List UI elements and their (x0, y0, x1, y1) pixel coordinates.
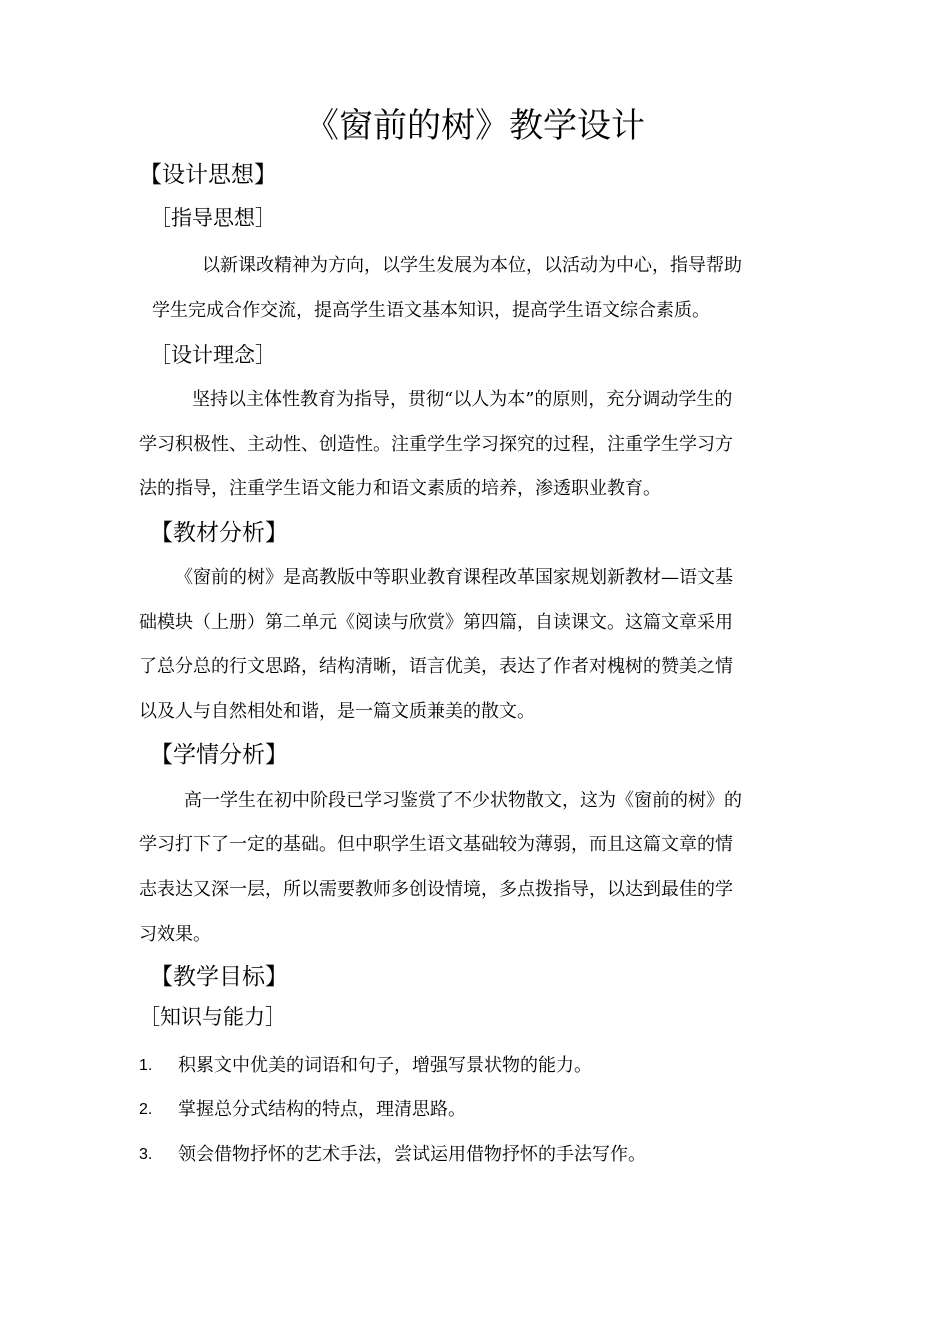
list-item-text: 掌握总分式结构的特点，理清思路。 (178, 1099, 466, 1120)
list-item-number: 2. (139, 1101, 153, 1118)
list-item-text: 积累文中优美的词语和句子，增强写景状物的能力。 (178, 1055, 592, 1076)
paragraph-line: 习效果。 (139, 924, 211, 945)
paragraph-line: 学习积极性、主动性、创造性。注重学生学习探究的过程，注重学生学习方 (139, 434, 733, 455)
subheading-design-concept: ［设计理念］ (150, 343, 276, 367)
heading-textbook-analysis: 【教材分析】 (150, 520, 288, 546)
list-item-number: 1. (139, 1057, 153, 1074)
subheading-knowledge-ability: ［知识与能力］ (139, 1005, 286, 1029)
subheading-guiding-idea: ［指导思想］ (150, 206, 276, 230)
paragraph-line: 高一学生在初中阶段已学习鉴赏了不少状物散文，这为《窗前的树》的 (184, 790, 742, 811)
paragraph-line: 《窗前的树》是高教版中等职业教育课程改革国家规划新教材—语文基 (175, 567, 733, 588)
paragraph-line: 以新课改精神为方向，以学生发展为本位，以活动为中心，指导帮助 (202, 255, 742, 276)
heading-teaching-goals: 【教学目标】 (150, 964, 288, 990)
heading-design-thinking: 【设计思想】 (139, 162, 277, 188)
paragraph-line: 了总分总的行文思路，结构清晰，语言优美，表达了作者对槐树的赞美之情 (139, 656, 733, 677)
document-title: 《窗前的树》教学设计 (305, 106, 645, 146)
paragraph-line: 以及人与自然相处和谐，是一篇文质兼美的散文。 (139, 701, 535, 722)
paragraph-line: 坚持以主体性教育为指导，贯彻“以人为本”的原则，充分调动学生的 (192, 389, 733, 410)
list-item-number: 3. (139, 1146, 153, 1163)
heading-student-analysis: 【学情分析】 (150, 742, 288, 768)
paragraph-line: 学生完成合作交流，提高学生语文基本知识，提高学生语文综合素质。 (152, 300, 710, 321)
paragraph-line: 础模块（上册）第二单元《阅读与欣赏》第四篇，自读课文。这篇文章采用 (139, 612, 733, 633)
list-item-text: 领会借物抒怀的艺术手法，尝试运用借物抒怀的手法写作。 (178, 1144, 646, 1165)
paragraph-line: 学习打下了一定的基础。但中职学生语文基础较为薄弱，而且这篇文章的情 (139, 834, 733, 855)
paragraph-line: 志表达又深一层，所以需要教师多创设情境，多点拨指导，以达到最佳的学 (139, 879, 733, 900)
paragraph-line: 法的指导，注重学生语文能力和语文素质的培养，渗透职业教育。 (139, 478, 661, 499)
